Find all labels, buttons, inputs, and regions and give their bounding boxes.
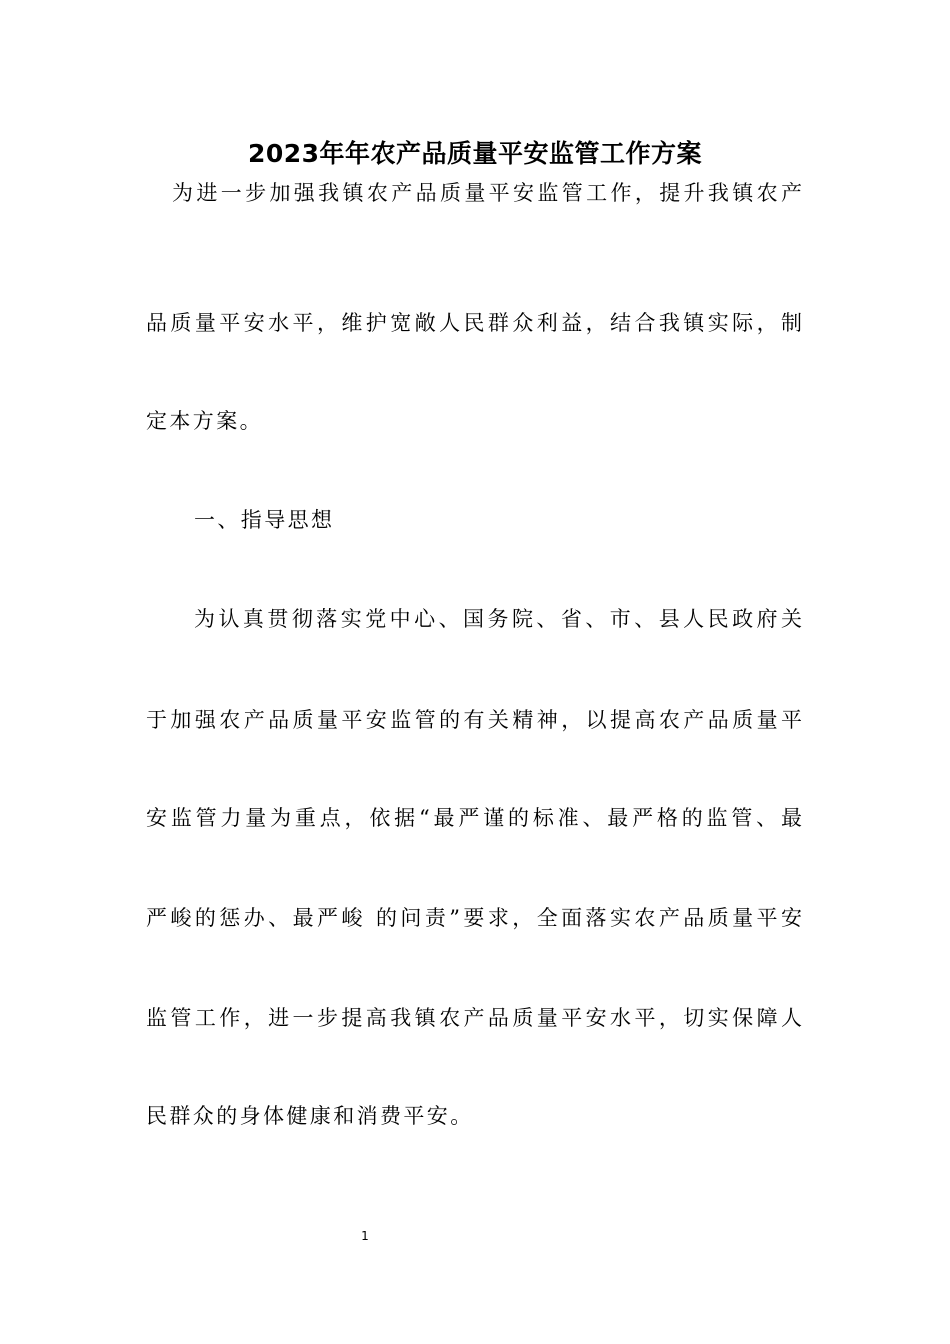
paragraph-line: 监管工作，进一步提高我镇农产品质量平安水平，切实保障人 bbox=[146, 1006, 802, 1030]
paragraph-line: 为认真贯彻落实党中心、国务院、省、市、县人民政府关 bbox=[194, 607, 802, 631]
paragraph-line: 为进一步加强我镇农产品质量平安监管工作，提升我镇农产 bbox=[172, 181, 802, 205]
paragraph-line: 于加强农产品质量平安监管的有关精神，以提高农产品质量平 bbox=[146, 708, 802, 732]
paragraph-line: 民群众的身体健康和消费平安。 bbox=[146, 1104, 474, 1128]
document-title: 2023年年农产品质量平安监管工作方案 bbox=[247, 139, 703, 168]
section-heading: 一、指导思想 bbox=[194, 508, 335, 532]
paragraph-line: 安监管力量为重点，依据“最严谨的标准、最严格的监管、最 bbox=[146, 806, 802, 830]
paragraph-line: 定本方案。 bbox=[146, 409, 263, 433]
paragraph-line: 严峻的惩办、最严峻 的问责”要求，全面落实农产品质量平安 bbox=[146, 906, 802, 930]
page-number: 1 bbox=[361, 1229, 369, 1243]
paragraph-line: 品质量平安水平，维护宽敞人民群众利益，结合我镇实际，制 bbox=[146, 311, 802, 335]
